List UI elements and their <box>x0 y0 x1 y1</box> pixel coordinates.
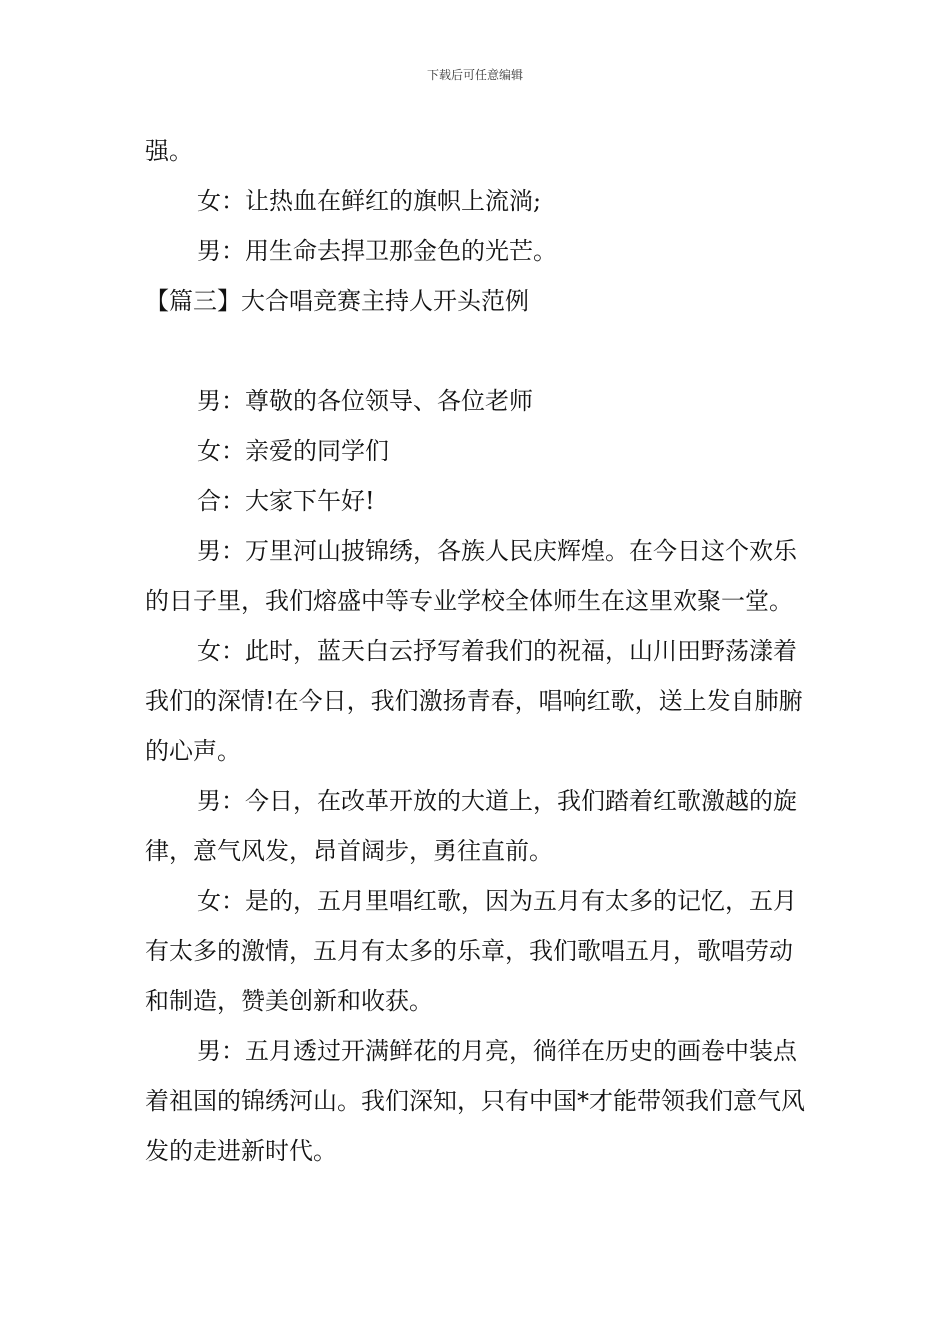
paragraph: 女：亲爱的同学们 <box>197 437 389 465</box>
section-heading: 【篇三】大合唱竞赛主持人开头范例 <box>145 287 529 315</box>
paragraph: 男：今日，在改革开放的大道上，我们踏着红歌激越的旋律，意气风发，昂首阔步，勇往直前。 <box>145 787 797 865</box>
document-body <box>145 126 810 1176</box>
paragraph: 合：大家下午好! <box>197 487 375 515</box>
paragraph: 女：是的，五月里唱红歌，因为五月有太多的记忆，五月有太多的激情，五月有太多的乐章，我们歌唱五月，歌唱劳动和制造，赞美创新和收获。 <box>145 887 797 1015</box>
paragraph: 强。 <box>145 137 193 165</box>
blank-line <box>145 326 810 376</box>
paragraph: 男：尊敬的各位领导、各位老师 <box>197 387 533 415</box>
paragraph: 男：用生命去捍卫那金色的光芒。 <box>197 237 557 265</box>
paragraph: 男：五月透过开满鲜花的月亮，徜徉在历史的画卷中装点着祖国的锦绣河山。我们深知，只有中国*才能带领我们意气风发的走进新时代。 <box>145 1037 805 1165</box>
page-header: 下载后可任意编辑 <box>426 68 523 82</box>
paragraph: 女：让热血在鲜红的旗帜上流淌; <box>197 187 542 215</box>
paragraph: 男：万里河山披锦绣，各族人民庆辉煌。在今日这个欢乐的日子里，我们熔盛中等专业学校全体师生在这里欢聚一堂。 <box>145 537 797 615</box>
paragraph: 女：此时，蓝天白云抒写着我们的祝福，山川田野荡漾着我们的深情!在今日，我们激扬青春，唱响红歌，送上发自肺腑的心声。 <box>145 637 803 765</box>
